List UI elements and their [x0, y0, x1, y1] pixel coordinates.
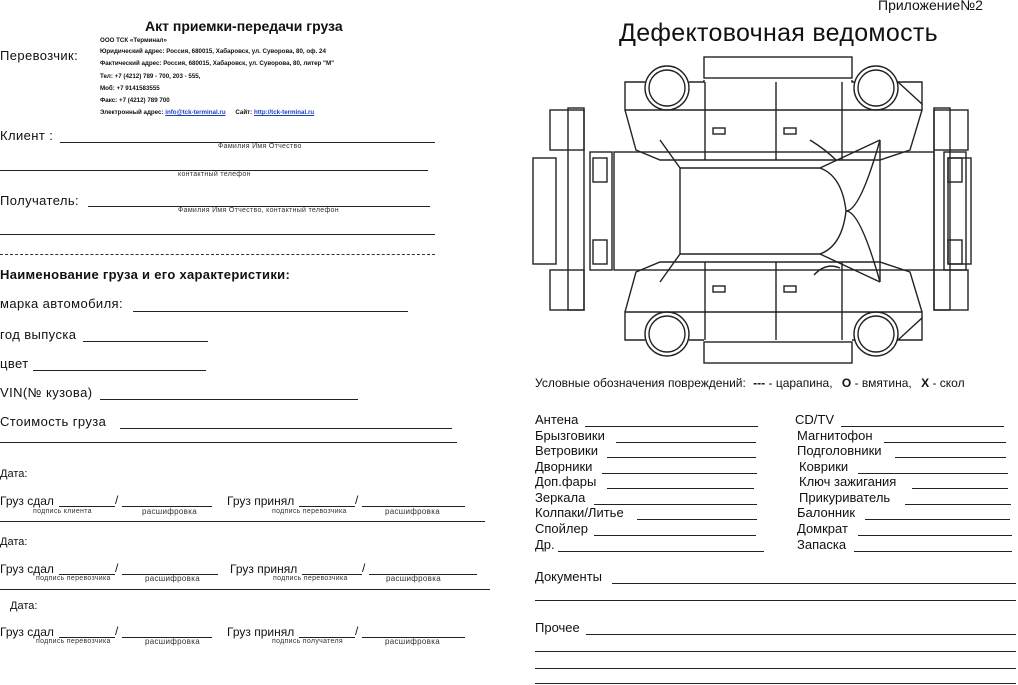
equipment-field[interactable] — [912, 488, 1008, 489]
dent-mark: О — [841, 376, 852, 390]
equipment-field[interactable] — [637, 519, 757, 520]
chip-mark: Х — [921, 376, 930, 390]
documents-field-2[interactable] — [535, 600, 1016, 601]
equipment-item: Домкрат — [797, 521, 848, 536]
slash: / — [355, 493, 359, 507]
brand-label: марка автомобиля: — [0, 296, 124, 311]
equipment-item: Запаска — [797, 537, 847, 552]
cargo-heading: Наименование груза и его характеристики: — [0, 267, 291, 282]
site-label: Сайт: — [235, 109, 253, 116]
carrier-legal-address: Юридический адрес: Россия, 680015, Хабаровск, ул. Суворова, 80, оф. 24 — [100, 48, 326, 55]
documents-label: Документы — [535, 569, 603, 584]
equipment-field[interactable] — [884, 442, 1006, 443]
slash: / — [115, 624, 119, 638]
equipment-field[interactable] — [905, 504, 1011, 505]
cost-label: Стоимость груза — [0, 414, 107, 429]
received-decode-caption: расшифровка — [385, 507, 440, 516]
equipment-item: Ветровики — [535, 443, 599, 458]
received-label: Груз принял — [227, 625, 295, 639]
vin-field[interactable] — [100, 399, 358, 400]
act-title: Акт приемки-передачи груза — [145, 18, 343, 34]
equipment-field[interactable] — [558, 551, 764, 552]
handed-decode-caption: расшифровка — [142, 507, 197, 516]
other-field-2[interactable] — [535, 651, 1016, 652]
cost-field[interactable] — [120, 428, 452, 429]
received-label: Груз принял — [230, 562, 298, 576]
left-sill — [533, 158, 556, 264]
block-divider — [0, 589, 490, 590]
handed-signature-field[interactable] — [59, 506, 115, 507]
carrier-label: Перевозчик: — [0, 48, 79, 63]
year-label: год выпуска — [0, 327, 77, 342]
front-bumper — [704, 57, 852, 78]
slash: / — [355, 624, 359, 638]
scratch-text: - царапина, — [768, 376, 833, 390]
other-field-3[interactable] — [535, 668, 1016, 669]
equipment-item: Балонник — [797, 505, 856, 520]
equipment-field[interactable] — [607, 457, 756, 458]
equipment-item: Др. — [535, 537, 555, 552]
received-label: Груз принял — [227, 494, 295, 508]
rear-bumper — [704, 342, 852, 363]
brand-field[interactable] — [133, 311, 408, 312]
equipment-item: Зеркала — [535, 490, 586, 505]
chip-text: - скол — [932, 376, 965, 390]
handed-over-label: Груз сдал — [0, 562, 54, 576]
equipment-field[interactable] — [602, 473, 757, 474]
handed-decode-caption: расшифровка — [145, 637, 200, 646]
equipment-item: Магнитофон — [797, 428, 873, 443]
equipment-field[interactable] — [607, 488, 754, 489]
equipment-item: CD/TV — [795, 412, 834, 427]
carrier-contacts — [100, 109, 314, 116]
year-field[interactable] — [83, 341, 208, 342]
received-decode-caption: расшифровка — [386, 574, 441, 583]
date-label: Дата: — [0, 536, 28, 548]
received-decode-caption: расшифровка — [385, 637, 440, 646]
equipment-item: Подголовники — [797, 443, 882, 458]
client-phone-caption: контактный телефон — [178, 171, 251, 178]
other-field[interactable] — [586, 634, 1016, 635]
carrier-mobile: Моб: +7 9141583555 — [100, 85, 160, 92]
equipment-field[interactable] — [585, 426, 758, 427]
equipment-item: Коврики — [799, 459, 849, 474]
equipment-field[interactable] — [895, 457, 1006, 458]
cost-extra-line[interactable] — [0, 442, 457, 443]
email-label: Электронный адрес: — [100, 109, 164, 116]
equipment-item: Колпаки/Литье — [535, 505, 624, 520]
carrier-company: ООО ТСК «Терминал» — [100, 37, 167, 44]
slash: / — [115, 561, 119, 575]
client-label: Клиент : — [0, 128, 54, 143]
documents-field[interactable] — [612, 583, 1016, 584]
email-link[interactable]: info@tck-terminal.ru — [165, 109, 226, 116]
received-sign-caption: подпись получателя — [272, 638, 343, 645]
recipient-caption: Фамилия Имя Отчество, контактный телефон — [178, 207, 339, 214]
client-name-caption: Фамилия Имя Отчество — [218, 143, 302, 150]
damage-legend — [535, 376, 965, 390]
other-field-4[interactable] — [535, 683, 1016, 684]
handed-over-label: Груз сдал — [0, 625, 54, 639]
site-link[interactable]: http://tck-terminal.ru — [253, 109, 315, 116]
equipment-field[interactable] — [854, 551, 1012, 552]
equipment-field[interactable] — [841, 426, 1004, 427]
date-label: Дата: — [10, 600, 38, 612]
equipment-field[interactable] — [858, 535, 1012, 536]
carrier-phone: Тел: +7 (4212) 789 - 700, 203 - 555, — [100, 73, 201, 80]
block-divider — [0, 521, 485, 522]
color-field[interactable] — [33, 370, 206, 371]
section-divider — [0, 254, 435, 255]
other-label: Прочее — [535, 620, 580, 635]
dent-text: - вмятина, — [854, 376, 912, 390]
equipment-field[interactable] — [865, 519, 1010, 520]
carrier-actual-address: Фактический адрес: Россия, 680015, Хабаровск, ул. Суворова, 80, литер "М" — [100, 60, 335, 67]
equipment-field[interactable] — [616, 442, 756, 443]
recipient-extra-line[interactable] — [0, 234, 435, 235]
equipment-field[interactable] — [594, 535, 756, 536]
equipment-item: Доп.фары — [535, 474, 597, 489]
equipment-item: Ключ зажигания — [799, 474, 897, 489]
equipment-item: Антена — [535, 412, 579, 427]
vin-label: VIN(№ кузова) — [0, 385, 93, 400]
right-sill — [948, 158, 971, 264]
handed-sign-caption: подпись клиента — [33, 508, 92, 515]
slash: / — [115, 493, 119, 507]
car-diagram[interactable] — [530, 52, 975, 370]
scratch-mark: --- — [753, 376, 766, 390]
color-label: цвет — [0, 356, 29, 371]
legend-prefix: Условные обозначения повреждений: — [535, 376, 746, 390]
received-sign-caption: подпись перевозчика — [273, 575, 348, 582]
appendix-label: Приложение№2 — [878, 0, 983, 13]
date-label: Дата: — [0, 468, 28, 480]
received-signature-field[interactable] — [299, 506, 355, 507]
equipment-item: Прикуриватель — [799, 490, 891, 505]
handed-decode-caption: расшифровка — [145, 574, 200, 583]
slash: / — [362, 561, 366, 575]
handed-over-label: Груз сдал — [0, 494, 54, 508]
equipment-item: Дворники — [535, 459, 593, 474]
carrier-fax: Факс: +7 (4212) 789 700 — [100, 97, 170, 104]
received-sign-caption: подпись перевозчика — [272, 508, 347, 515]
equipment-item: Брызговики — [535, 428, 605, 443]
recipient-label: Получатель: — [0, 193, 80, 208]
defect-title: Дефектовочная ведомость — [619, 19, 938, 47]
handed-sign-caption: подпись перевозчика — [36, 638, 111, 645]
equipment-item: Спойлер — [535, 521, 588, 536]
handed-sign-caption: подпись перевозчика — [36, 575, 111, 582]
